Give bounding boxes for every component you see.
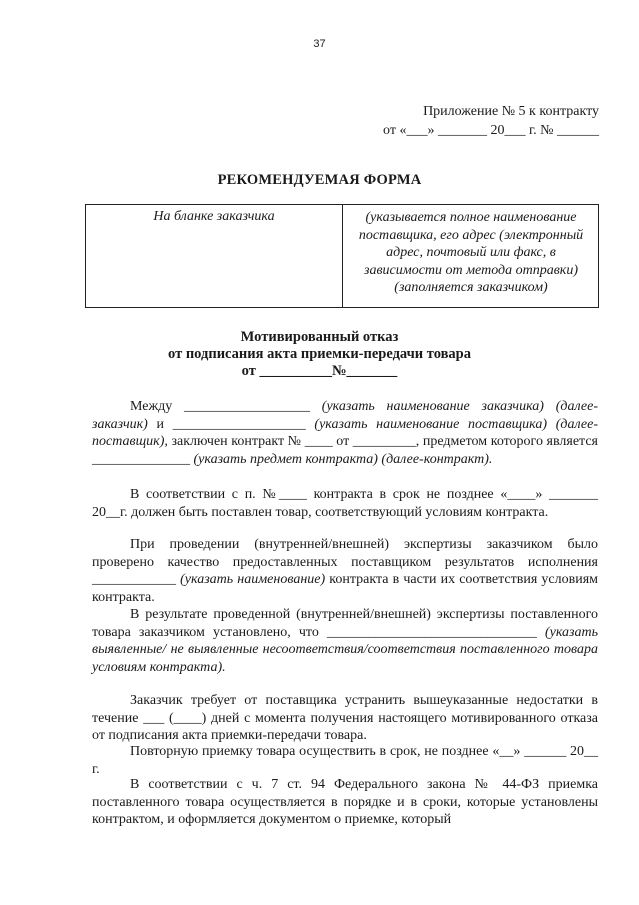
header-box-right: (указывается полное наименование поставщика, его адрес (электронный адрес, почтовый или факс, в зависимости от метода отправки) (заполняется заказчиком)	[358, 210, 584, 296]
paragraph-delivery-term: В соответствии с п. №____ контракта в срок не позднее «____» _______ 20__г. должен быть поставлен товар, соответствующий условиям контракта.	[92, 487, 598, 520]
paragraph-repeat-acceptance: Повторную приемку товара осуществить в срок, не позднее «__» ______ 20__ г.	[92, 744, 598, 777]
form-title: РЕКОМЕНДУЕМАЯ ФОРМА	[217, 172, 422, 188]
doc-title-line-1: Мотивированный отказ	[240, 329, 399, 345]
header-box	[85, 204, 599, 308]
doc-title-line-2: от подписания акта приемки-передачи товара	[168, 346, 471, 362]
page-number: 37	[313, 38, 326, 50]
appendix-line-1: Приложение № 5 к контракту	[423, 104, 599, 119]
paragraph-parties: Между __________________ (указать наименование заказчика) (далее-заказчик) и ___________________ (указать наименование поставщика) (далее-поставщик), заключен контракт № ____ от _________, предметом которого является ______________ (указать предмет контракта) (далее-контракт).	[92, 399, 598, 467]
paragraph-law-reference: В соответствии с ч. 7 ст. 94 Федерального закона № 44-ФЗ приемка поставленного товара осуществляется в порядке и в сроки, которые установлены контрактом, и оформляется документом о приемке, который	[92, 777, 598, 828]
paragraph-result: В результате проведенной (внутренней/внешней) экспертизы поставленного товара заказчиком установлено, что ______________________________ (указать выявленные/ не выявленные несоответствия/соответствия поставленного товара условиям контракта).	[92, 607, 598, 675]
header-box-left: На бланке заказчика	[153, 209, 275, 224]
paragraph-demand: Заказчик требует от поставщика устранить вышеуказанные недостатки в течение ___ (____) дней с момента получения настоящего мотивированного отказа от подписания акта приемки-передачи товара.	[92, 693, 598, 744]
doc-title-line-3: от __________№_______	[241, 363, 398, 379]
appendix-line-2: от «___» _______ 20___ г. № ______	[383, 123, 599, 138]
header-box-divider	[342, 205, 343, 307]
paragraph-expertise: При проведении (внутренней/внешней) экспертизы заказчиком было проверено качество предоставленных поставщиком результатов исполнения ____________ (указать наименование) контракта в части их соответствия условиям контракта.	[92, 537, 598, 605]
